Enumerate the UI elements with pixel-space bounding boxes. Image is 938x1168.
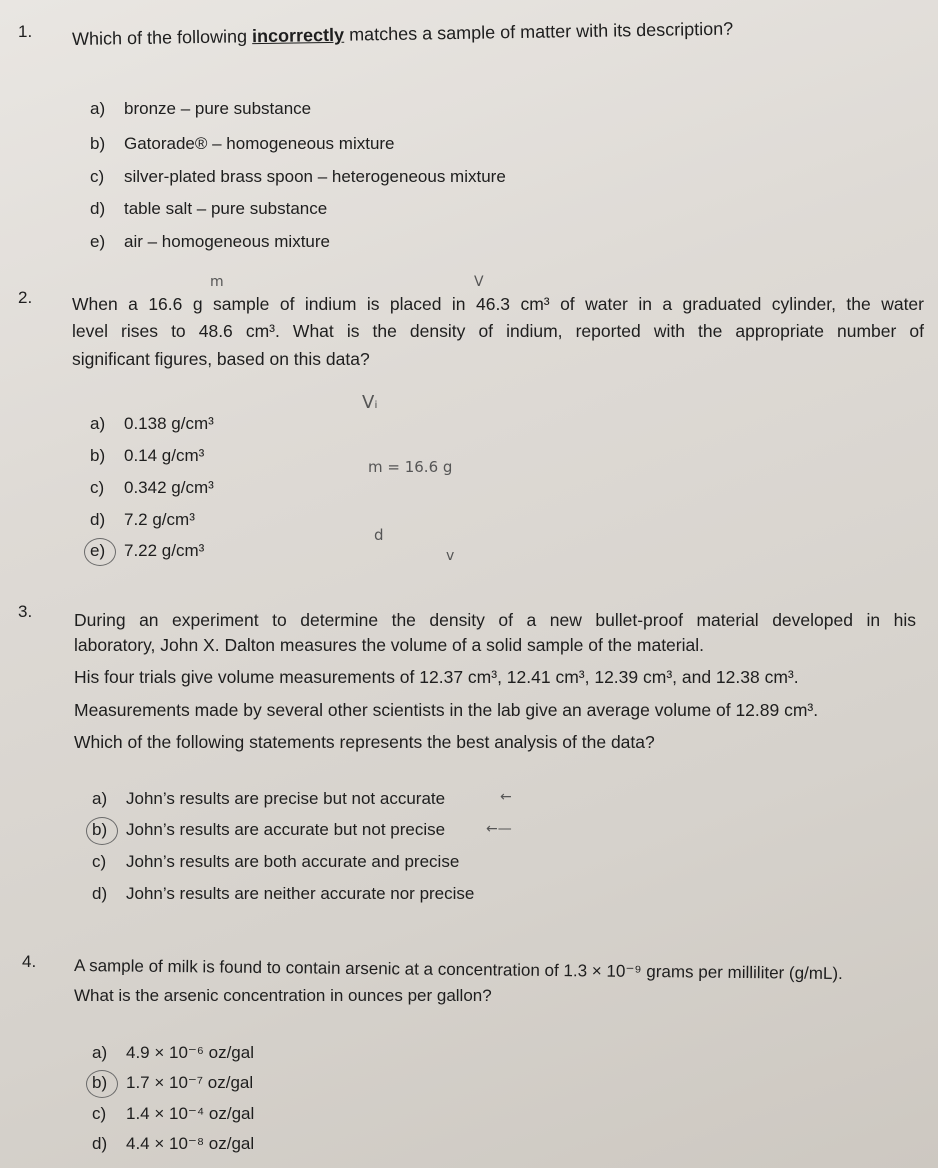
question-2-stem-line-3: significant figures, based on this data? (72, 349, 370, 369)
option-letter: b) (92, 820, 108, 839)
question-3-option-c[interactable] (92, 852, 459, 872)
option-text: 4.4 × 10⁻⁸ oz/gal (126, 1134, 255, 1153)
handwritten-arrow-a: ← (500, 789, 512, 805)
option-text: table salt – pure substance (124, 199, 328, 218)
option-text: 1.7 × 10⁻⁷ oz/gal (126, 1073, 254, 1092)
handwritten-m-mark: m (210, 274, 224, 290)
question-1-option-d[interactable] (90, 199, 327, 219)
handwritten-v-mark: V (474, 274, 484, 290)
option-letter: b) (90, 446, 106, 465)
handwritten-d-mark: d (374, 526, 384, 544)
option-letter: e) (90, 541, 106, 560)
question-1-number: 1. (18, 22, 33, 41)
question-2-number: 2. (18, 288, 33, 307)
question-1-stem-emphasis: incorrectly (251, 24, 345, 47)
question-1-stem (72, 19, 734, 50)
question-2-option-d[interactable] (90, 510, 195, 530)
option-text: silver-plated brass spoon – heterogeneous mixture (124, 167, 506, 186)
question-1-stem-post: matches a sample of matter with its description? (343, 18, 734, 45)
option-text: air – homogeneous mixture (124, 232, 331, 251)
option-text: John’s results are neither accurate nor precise (126, 884, 475, 903)
question-3-option-b[interactable] (92, 820, 445, 840)
option-letter: d) (92, 1134, 108, 1153)
question-4-stem-line-2: What is the arsenic concentration in ounces per gallon? (74, 986, 492, 1005)
question-2-option-a[interactable] (90, 414, 214, 434)
option-letter: a) (90, 414, 106, 433)
question-4-option-c[interactable] (92, 1104, 254, 1124)
option-letter: d) (90, 510, 106, 529)
question-2-stem-line-1: When a 16.6 g sample of indium is placed in 46.3 cm³ of water in a graduated cylinder, the water (72, 294, 924, 314)
option-letter: d) (92, 884, 108, 903)
option-text: 0.14 g/cm³ (124, 446, 205, 465)
handwritten-vi-mark: Vᵢ (362, 392, 378, 413)
question-4-option-d[interactable] (92, 1134, 254, 1154)
option-letter: a) (92, 789, 108, 808)
option-text: bronze – pure substance (124, 99, 312, 118)
question-2-option-c[interactable] (90, 478, 214, 498)
handwritten-m-value: m = 16.6 g (368, 458, 453, 476)
question-4-number: 4. (22, 952, 37, 971)
question-1-stem-pre: Which of the following (71, 26, 253, 49)
option-text: 7.22 g/cm³ (124, 541, 205, 560)
question-1-option-c[interactable] (90, 167, 506, 187)
question-2-option-b[interactable] (90, 446, 204, 466)
question-1-option-e[interactable] (90, 232, 330, 252)
option-text: Gatorade® – homogeneous mixture (124, 134, 395, 153)
answer-circle-q2 (84, 538, 116, 566)
option-text: 1.4 × 10⁻⁴ oz/gal (126, 1104, 255, 1123)
option-text: John’s results are both accurate and precise (126, 852, 460, 871)
option-letter: c) (90, 478, 105, 497)
option-letter: a) (90, 99, 106, 118)
option-letter: c) (92, 1104, 107, 1123)
question-4-stem-line-1: A sample of milk is found to contain arsenic at a concentration of 1.3 × 10⁻⁹ grams per milliliter (g/mL). (73, 956, 843, 984)
option-letter: b) (92, 1073, 108, 1092)
handwritten-v-under: v (446, 548, 455, 564)
question-3-stem-line-3: His four trials give volume measurements of 12.37 cm³, 12.41 cm³, 12.39 cm³, and 12.38 cm³. (74, 667, 799, 687)
option-text: John’s results are accurate but not precise (126, 820, 446, 839)
option-text: 7.2 g/cm³ (124, 510, 195, 529)
option-text: 4.9 × 10⁻⁶ oz/gal (126, 1043, 254, 1062)
option-text: 0.342 g/cm³ (124, 478, 214, 497)
option-text: 0.138 g/cm³ (124, 414, 214, 433)
question-3-number: 3. (18, 602, 33, 621)
question-3-stem-line-2: laboratory, John X. Dalton measures the volume of a solid sample of the material. (74, 635, 704, 655)
question-3-stem-line-1: During an experiment to determine the density of a new bullet-proof material developed in his (74, 610, 916, 630)
option-letter: b) (90, 134, 106, 153)
question-3-option-a[interactable] (92, 789, 445, 809)
question-1-option-b[interactable] (90, 134, 395, 154)
question-1-option-a[interactable] (90, 99, 311, 119)
option-letter: c) (92, 852, 107, 871)
question-4-option-a[interactable] (92, 1043, 254, 1063)
question-2-stem-line-2: level rises to 48.6 cm³. What is the density of indium, reported with the appropriate number of (72, 321, 924, 341)
handwritten-arrow-b: ←— (486, 821, 512, 837)
option-letter: d) (90, 199, 106, 218)
answer-circle-q4 (86, 1070, 118, 1098)
option-letter: a) (92, 1043, 108, 1062)
option-letter: c) (90, 167, 105, 186)
question-3-stem-line-4: Measurements made by several other scientists in the lab give an average volume of 12.89 cm³. (74, 700, 819, 720)
option-text: John’s results are precise but not accurate (126, 789, 446, 808)
question-3-stem-line-5: Which of the following statements represents the best analysis of the data? (74, 732, 655, 752)
answer-circle-q3 (86, 817, 118, 845)
option-letter: e) (90, 232, 106, 251)
question-3-option-d[interactable] (92, 884, 474, 904)
